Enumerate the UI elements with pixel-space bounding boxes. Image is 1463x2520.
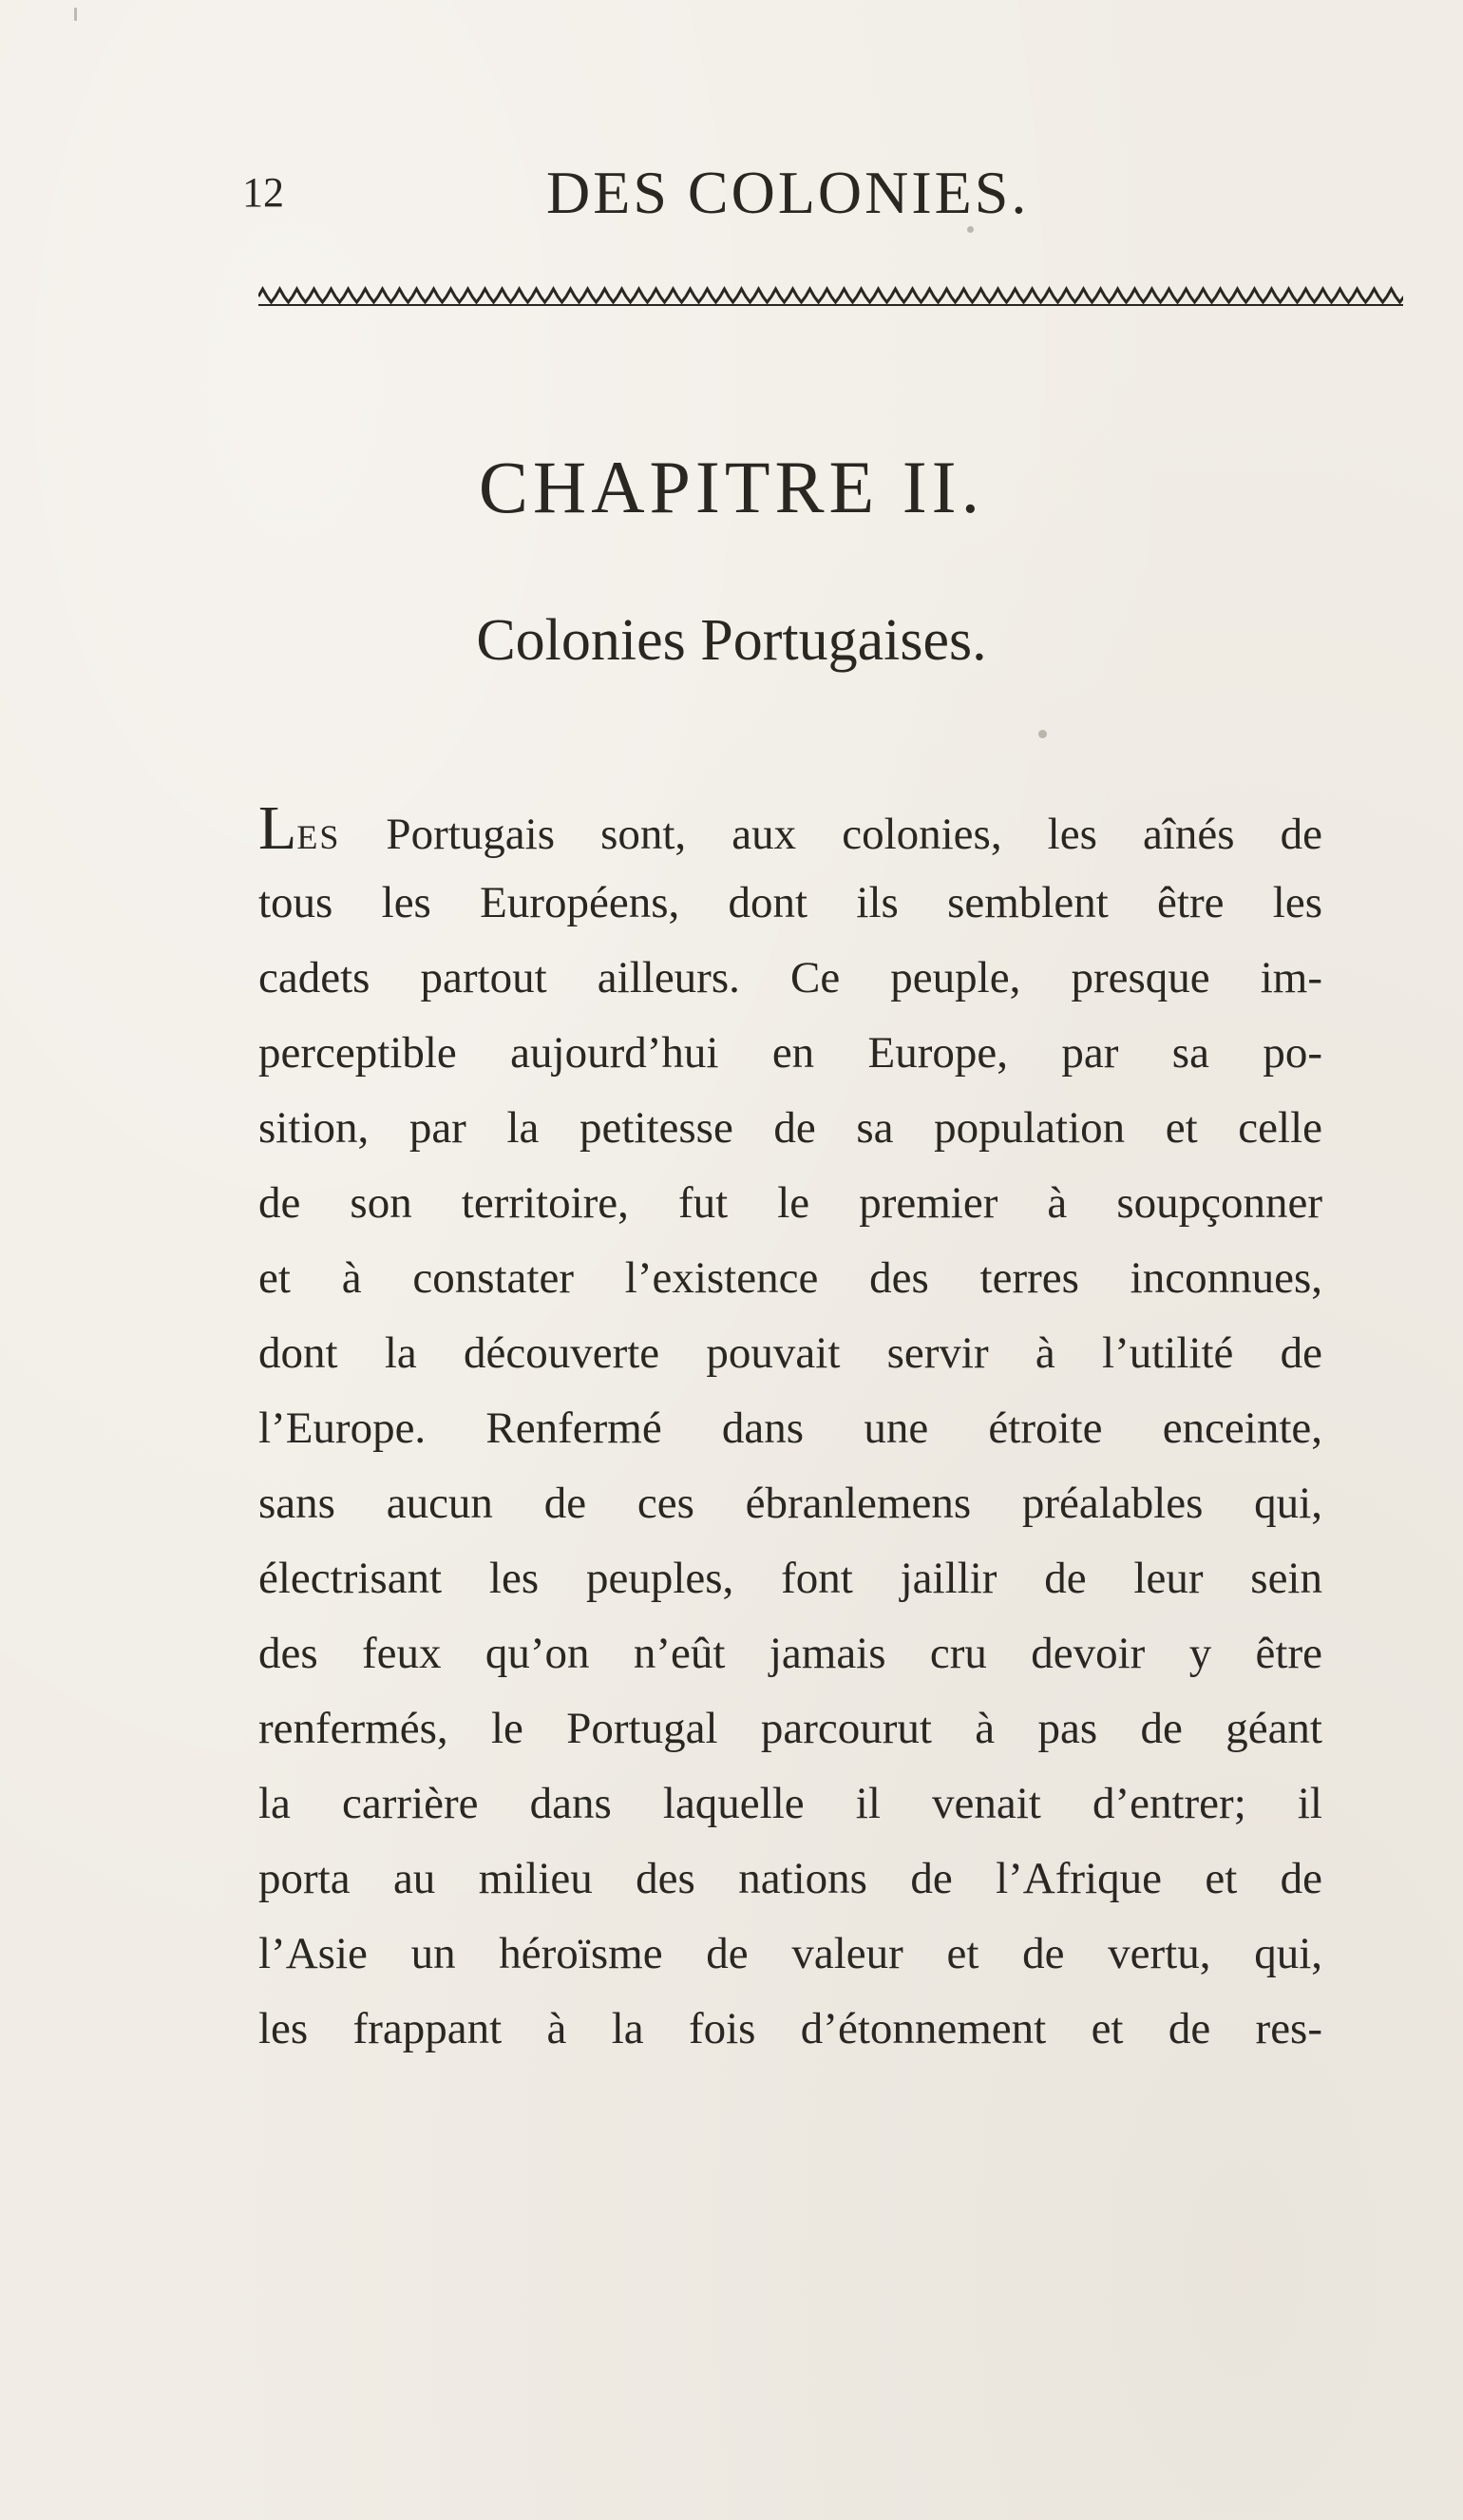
paper-speck [1038,730,1047,738]
text-line: perceptible aujourd’hui en Europe, par sa po- [258,1028,1322,1078]
chapter-heading: CHAPITRE II. [478,446,985,528]
drop-cap: L [258,793,297,863]
chapter-subtitle: Colonies Portugaises. [476,608,987,673]
text-line: dont la découverte pouvait servir à l’utilité de [258,1328,1322,1378]
text-line: l’Asie un héroïsme de valeur et de vertu, qui, [258,1929,1322,1978]
first-line-text: Portugais sont, aux colonies, les aînés de [340,810,1322,859]
running-head [242,160,1135,226]
text-line: sans aucun de ces ébranlemens préalables qui, [258,1479,1322,1528]
text-line: tous les Européens, dont ils semblent être les [258,878,1322,927]
small-caps: ES [296,818,341,856]
text-line: porta au milieu des nations de l’Afrique et de [258,1854,1322,1903]
page-number: 12 [242,169,284,216]
text-line: les frappant à la fois d’étonnement et de res- [258,2004,1322,2053]
text-line: électrisant les peuples, font jaillir de leur sein [258,1554,1322,1603]
text-line: de son territoire, fut le premier à soupçonner [258,1178,1322,1228]
text-line: et à constater l’existence des terres inconnues, [258,1253,1322,1303]
running-title: DES COLONIES. [546,159,1030,226]
paper-speck [74,8,77,21]
text-line: sition, par la petitesse de sa population et celle [258,1103,1322,1153]
text-line: cadets partout ailleurs. Ce peuple, presque im- [258,953,1322,1002]
paper-speck [967,226,974,233]
text-line: l’Europe. Renfermé dans une étroite enceinte, [258,1403,1322,1453]
paragraph-first-line [258,791,1322,866]
text-line: des feux qu’on n’eût jamais cru devoir y être [258,1629,1322,1678]
text-line: renfermés, le Portugal parcourut à pas de géant [258,1704,1322,1753]
body-paragraph [258,791,1322,2067]
ornamental-rule [258,285,1403,310]
text-line: la carrière dans laquelle il venait d’entrer; il [258,1779,1322,1828]
